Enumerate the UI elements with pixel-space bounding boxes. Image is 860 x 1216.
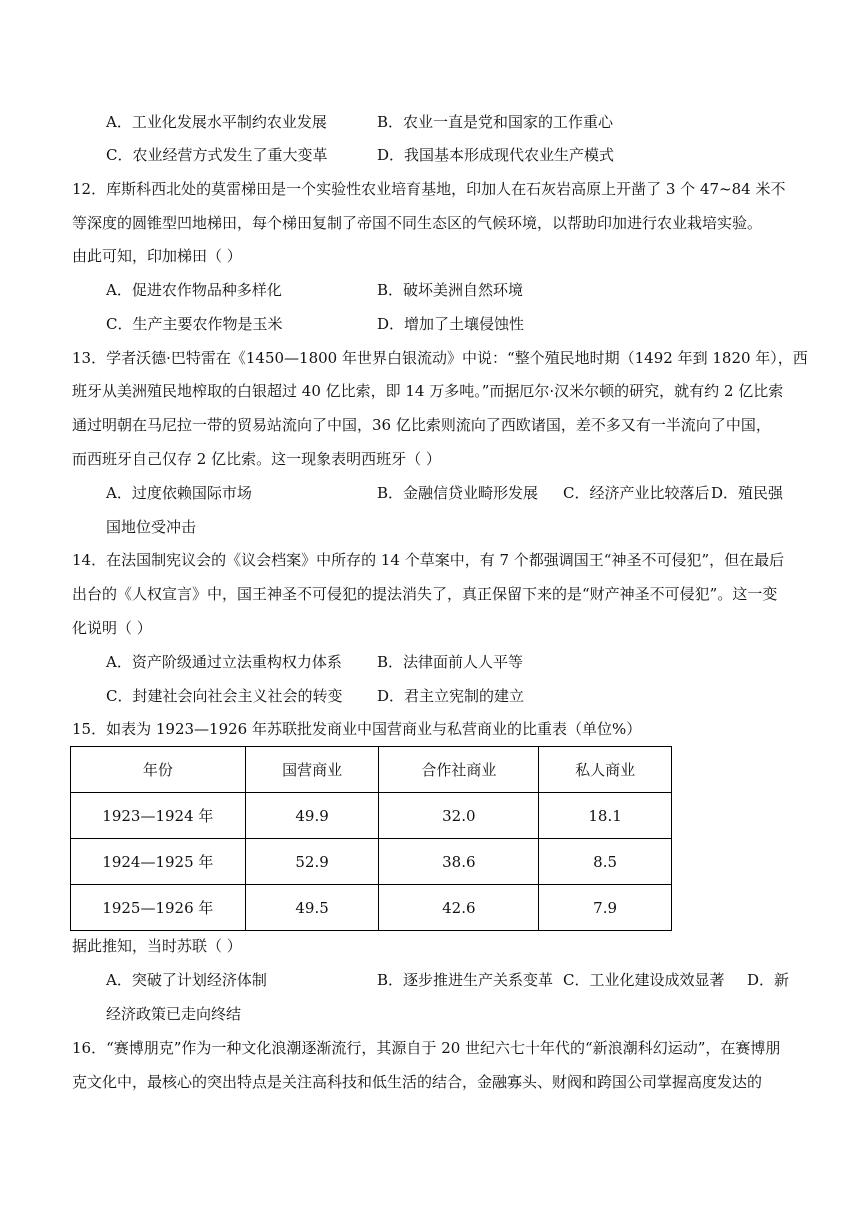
- q15-option-d-continued: 经济政策已走向终结: [106, 1005, 242, 1023]
- q14-option-c: C．封建社会向社会主义社会的转变: [106, 687, 343, 705]
- q14-stem-line-3: 化说明（ ）: [72, 619, 152, 637]
- table-cell: 1923—1924 年: [71, 793, 246, 839]
- q11-option-b: B．农业一直是党和国家的工作重心: [377, 113, 614, 131]
- q11-option-d: D．我国基本形成现代农业生产模式: [377, 146, 615, 164]
- table-cell: 18.1: [539, 793, 672, 839]
- q15-after-table: 据此推知，当时苏联（ ）: [72, 937, 242, 955]
- table-header-row: [71, 747, 672, 793]
- table-cell: 8.5: [539, 839, 672, 885]
- q15-option-a: A．突破了计划经济体制: [106, 971, 267, 989]
- q14-option-d: D．君主立宪制的建立: [377, 687, 525, 705]
- q14-option-a: A．资产阶级通过立法重构权力体系: [106, 653, 342, 671]
- table-header-cell: 私人商业: [539, 747, 672, 793]
- q12-stem-line-3: 由此可知，印加梯田（ ）: [72, 247, 242, 265]
- q13-option-b: B．金融信贷业畸形发展: [377, 484, 539, 502]
- table-cell: 1925—1926 年: [71, 885, 246, 931]
- table-cell: 49.9: [245, 793, 379, 839]
- table-cell: 32.0: [379, 793, 539, 839]
- table-header-cell: 国营商业: [245, 747, 379, 793]
- q14-stem-line-2: 出台的《人权宣言》中，国王神圣不可侵犯的提法消失了，真正保留下来的是“财产神圣不可侵犯”。这一变: [72, 585, 778, 603]
- table-cell: 7.9: [539, 885, 672, 931]
- table-row: [71, 839, 672, 885]
- q15-option-c: C．工业化建设成效显著: [563, 971, 725, 989]
- q15-option-d: D．新: [747, 971, 790, 989]
- table-header-cell: 年份: [71, 747, 246, 793]
- q13-stem-line-1: 13．学者沃德·巴特雷在《1450—1800 年世界白银流动》中说：“整个殖民地时期（1492 年到 1820 年），西: [72, 349, 808, 367]
- table-cell: 52.9: [245, 839, 379, 885]
- q13-stem-line-2: 班牙从美洲殖民地榨取的白银超过 40 亿比索，即 14 万多吨。”而据厄尔·汉米尔顿的研究，就有约 2 亿比索: [72, 382, 784, 400]
- table-header-cell: 合作社商业: [379, 747, 539, 793]
- q15-data-table: [70, 746, 672, 931]
- q14-option-b: B．法律面前人人平等: [377, 653, 524, 671]
- q15-option-b: B．逐步推进生产关系变革: [377, 971, 554, 989]
- q12-option-b: B．破坏美洲自然环境: [377, 281, 524, 299]
- q13-option-a: A．过度依赖国际市场: [106, 484, 252, 502]
- table-cell: 1924—1925 年: [71, 839, 246, 885]
- q13-stem-line-3: 通过明朝在马尼拉一带的贸易站流向了中国，36 亿比索则流向了西欧诸国，差不多又有一半流向了中国，: [72, 416, 771, 434]
- q15-stem: 15．如表为 1923—1926 年苏联批发商业中国营商业与私营商业的比重表（单位%）: [72, 720, 642, 738]
- q12-stem-line-2: 等深度的圆锥型凹地梯田，每个梯田复制了帝国不同生态区的气候环境，以帮助印加进行农业栽培实验。: [72, 214, 763, 232]
- q14-stem-line-1: 14．在法国制宪议会的《议会档案》中所存的 14 个草案中，有 7 个都强调国王“神圣不可侵犯”，但在最后: [72, 551, 785, 569]
- q12-option-d: D．增加了土壤侵蚀性: [377, 315, 525, 333]
- q13-option-d-continued: 国地位受冲击: [106, 518, 197, 536]
- q12-option-a: A．促进农作物品种多样化: [106, 281, 282, 299]
- table-row: [71, 885, 672, 931]
- table-cell: 49.5: [245, 885, 379, 931]
- q16-stem-line-1: 16．“赛博朋克”作为一种文化浪潮逐渐流行，其源自于 20 世纪六七十年代的“新浪潮科幻运动”，在赛博朋: [72, 1039, 781, 1057]
- q13-stem-line-4: 而西班牙自己仅存 2 亿比索。这一现象表明西班牙（ ）: [72, 450, 441, 468]
- q11-option-c: C．农业经营方式发生了重大变革: [106, 146, 328, 164]
- q13-option-c: C．经济产业比较落后: [563, 484, 710, 502]
- q12-option-c: C．生产主要农作物是玉米: [106, 315, 283, 333]
- q16-stem-line-2: 克文化中，最核心的突出特点是关注高科技和低生活的结合，金融寡头、财阀和跨国公司掌握高度发达的: [72, 1073, 763, 1091]
- table-cell: 42.6: [379, 885, 539, 931]
- q13-option-d: D．殖民强: [711, 484, 784, 502]
- q12-stem-line-1: 12．库斯科西北处的莫雷梯田是一个实验性农业培育基地，印加人在石灰岩高原上开凿了 3 个 47~84 米不: [72, 180, 786, 198]
- q11-option-a: A．工业化发展水平制约农业发展: [106, 113, 327, 131]
- table-cell: 38.6: [379, 839, 539, 885]
- table-row: [71, 793, 672, 839]
